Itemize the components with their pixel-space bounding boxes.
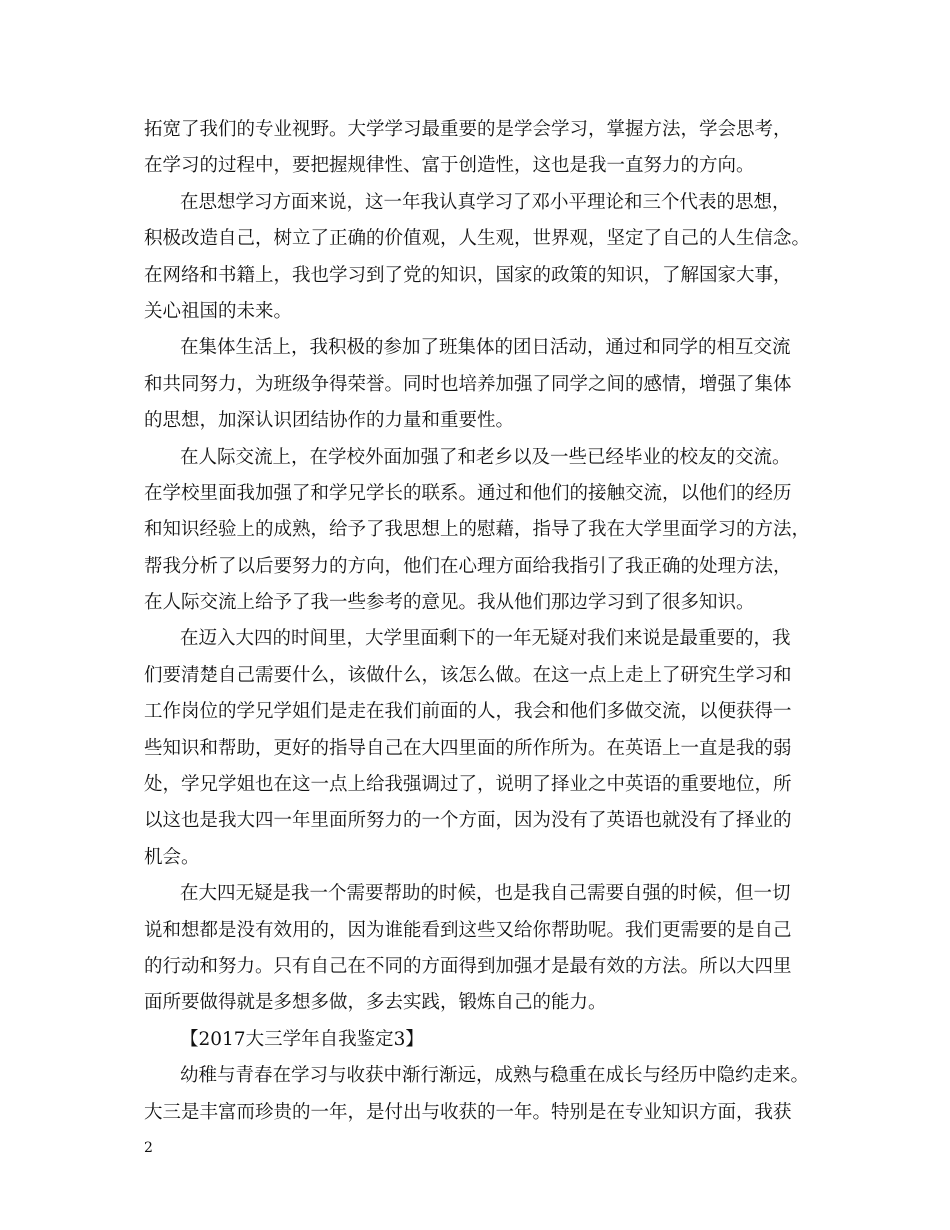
paragraph-first-line: 在大四无疑是我一个需要帮助的时候，也是我自己需要自强的时候，但一切	[180, 883, 791, 905]
text-line: 在人际交流上给予了我一些参考的意见。我从他们那边学习到了很多知识。	[144, 592, 755, 614]
text-line: 和共同努力，为班级争得荣誉。同时也培养加强了同学之间的感情，增强了集体	[144, 373, 792, 395]
paragraph-first-line: 幼稚与青春在学习与收获中渐行渐远，成熟与稳重在成长与经历中隐约走来。	[180, 1065, 810, 1087]
text-line: 面所要做得就是多想多做，多去实践，锻炼自己的能力。	[144, 992, 607, 1014]
paragraph-first-line: 在思想学习方面来说，这一年我认真学习了邓小平理论和三个代表的思想，	[180, 191, 791, 213]
page-number: 2	[144, 1140, 153, 1156]
text-line: 处，学兄学姐也在这一点上给我强调过了，说明了择业之中英语的重要地位，所	[144, 774, 792, 796]
paragraph-first-line: 在集体生活上，我积极的参加了班集体的团日活动，通过和同学的相互交流	[180, 337, 791, 359]
section-heading: 【2017大三学年自我鉴定3】	[180, 1028, 424, 1050]
text-line: 的行动和努力。只有自己在不同的方面得到加强才是最有效的方法。所以大四里	[144, 955, 792, 977]
paragraph-first-line: 在人际交流上，在学校外面加强了和老乡以及一些已经毕业的校友的交流。	[180, 446, 791, 468]
text-line: 机会。	[144, 846, 200, 868]
text-line: 的思想，加深认识团结协作的力量和重要性。	[144, 410, 515, 432]
text-line: 在学校里面我加强了和学兄学长的联系。通过和他们的接触交流，以他们的经历	[144, 482, 792, 504]
text-line: 些知识和帮助，更好的指导自己在大四里面的所作所为。在英语上一直是我的弱	[144, 737, 792, 759]
text-line: 以这也是我大四一年里面所努力的一个方面，因为没有了英语也就没有了择业的	[144, 810, 792, 832]
document-body	[144, 112, 824, 1131]
text-line: 在网络和书籍上，我也学习到了党的知识，国家的政策的知识，了解国家大事，	[144, 264, 792, 286]
text-line: 工作岗位的学兄学姐们是走在我们前面的人，我会和他们多做交流，以便获得一	[144, 701, 792, 723]
text-line: 说和想都是没有效用的，因为谁能看到这些又给你帮助呢。我们更需要的是自己	[144, 919, 792, 941]
text-line: 们要清楚自己需要什么，该做什么，该怎么做。在这一点上走上了研究生学习和	[144, 664, 792, 686]
text-line: 积极改造自己，树立了正确的价值观，人生观，世界观，坚定了自己的人生信念。	[144, 228, 811, 250]
text-line: 关心祖国的未来。	[144, 300, 293, 322]
text-line: 在学习的过程中，要把握规律性、富于创造性，这也是我一直努力的方向。	[144, 155, 755, 177]
text-line: 和知识经验上的成熟，给予了我思想上的慰藉，指导了我在大学里面学习的方法，	[144, 519, 811, 541]
text-line: 拓宽了我们的专业视野。大学学习最重要的是学会学习，掌握方法，学会思考，	[144, 119, 792, 140]
paragraph-first-line: 在迈入大四的时间里，大学里面剩下的一年无疑对我们来说是最重要的，我	[180, 628, 791, 650]
text-line: 帮我分析了以后要努力的方向，他们在心理方面给我指引了我正确的处理方法，	[144, 555, 792, 577]
text-line: 大三是丰富而珍贵的一年，是付出与收获的一年。特别是在专业知识方面，我获	[144, 1101, 792, 1123]
